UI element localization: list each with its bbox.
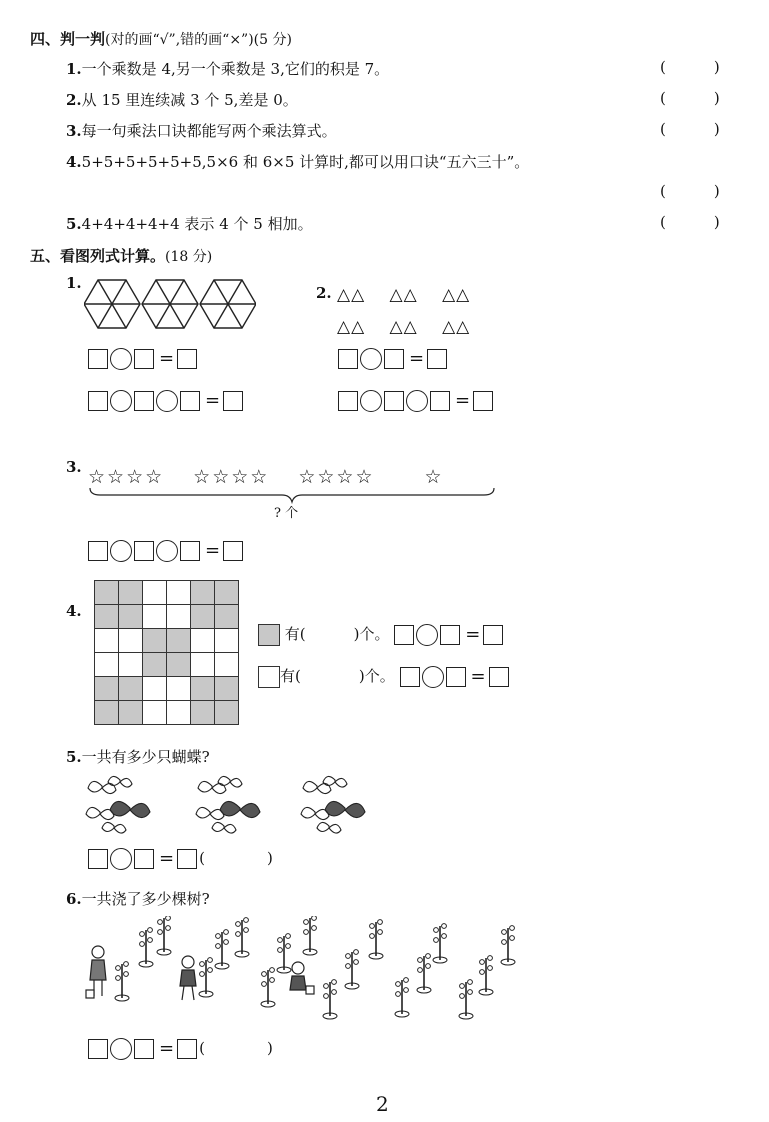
- judge-item-4: [66, 151, 529, 172]
- item-number: 5.: [66, 748, 82, 766]
- tree-icon: [235, 918, 249, 957]
- operator-circle[interactable]: [110, 390, 132, 412]
- label-unit: )个。: [358, 667, 395, 685]
- answer-box[interactable]: [134, 541, 154, 561]
- equals-sign: =: [455, 389, 471, 411]
- triangles-row-2: △△ △△ △△: [337, 317, 471, 337]
- answer-box[interactable]: [180, 391, 200, 411]
- paren-open: (: [660, 89, 666, 107]
- operator-circle[interactable]: [360, 390, 382, 412]
- q4-line-shaded: [258, 622, 505, 646]
- answer-box[interactable]: [489, 667, 509, 687]
- answer-box[interactable]: [134, 391, 154, 411]
- q5-question: [66, 746, 210, 767]
- label-have: 有(: [284, 625, 306, 643]
- q4-line-white: [258, 664, 511, 688]
- answer-box[interactable]: [88, 541, 108, 561]
- tree-icon: [479, 956, 493, 995]
- item-text: 每一句乘法口诀都能写两个乘法算式。: [81, 122, 337, 140]
- q1-number: 1.: [66, 274, 82, 292]
- item-text: 4+4+4+4+4 表示 4 个 5 相加。: [81, 215, 313, 233]
- paren-open: (: [199, 1039, 205, 1057]
- section-5-note: (18 分): [165, 249, 213, 265]
- answer-box[interactable]: [180, 541, 200, 561]
- shaded-square-icon: [258, 624, 280, 646]
- answer-blank-4[interactable]: [660, 182, 720, 200]
- q6-question: [66, 888, 210, 909]
- watering-trees-image: [84, 916, 524, 1026]
- item-text: 一共有多少只蝴蝶?: [81, 748, 210, 766]
- answer-box[interactable]: [400, 667, 420, 687]
- answer-box[interactable]: [223, 541, 243, 561]
- child-2-icon: [180, 956, 196, 1000]
- item-number: 4.: [66, 153, 82, 171]
- tree-icon: [199, 958, 213, 997]
- tree-icon: [139, 928, 153, 967]
- tree-icon: [395, 978, 409, 1017]
- page-number: 2: [376, 1092, 389, 1116]
- q2-equation-2: [338, 388, 495, 412]
- answer-box[interactable]: [134, 849, 154, 869]
- tree-icon: [115, 962, 129, 1001]
- answer-box[interactable]: [177, 849, 197, 869]
- judge-item-5: [66, 213, 313, 234]
- paren-close: ): [266, 1039, 273, 1057]
- equals-sign: =: [159, 1038, 175, 1059]
- tree-icon: [323, 980, 337, 1019]
- tree-icon: [459, 980, 473, 1019]
- item-number: 3.: [66, 122, 82, 140]
- answer-blank-5[interactable]: [660, 213, 720, 231]
- child-1-icon: [86, 946, 106, 998]
- operator-circle[interactable]: [110, 1038, 132, 1060]
- operator-circle[interactable]: [422, 666, 444, 688]
- white-square-icon: [258, 666, 280, 688]
- item-text: 5+5+5+5+5+5,5×6 和 6×5 计算时,都可以用口诀“五六三十”。: [81, 153, 530, 171]
- answer-box[interactable]: [88, 391, 108, 411]
- equals-sign: =: [159, 848, 175, 869]
- section-5-heading: [30, 245, 212, 266]
- paren-open: (: [660, 58, 666, 76]
- item-number: 6.: [66, 890, 82, 908]
- equals-sign: =: [159, 347, 175, 369]
- answer-box[interactable]: [430, 391, 450, 411]
- paren-close: ): [713, 182, 720, 200]
- section-4-note: (对的画“√”,错的画“×”)(5 分): [105, 32, 292, 48]
- answer-box[interactable]: [177, 1039, 197, 1059]
- tree-icon: [261, 968, 275, 1007]
- answer-box[interactable]: [223, 391, 243, 411]
- paren-close: ): [266, 849, 273, 867]
- paren-close: ): [713, 120, 720, 138]
- judge-item-3: [66, 120, 337, 141]
- operator-circle[interactable]: [416, 624, 438, 646]
- shaded-grid: [94, 580, 239, 725]
- tree-icon: [157, 916, 171, 955]
- stars-row: ☆☆☆☆ ☆☆☆☆ ☆☆☆☆ ☆: [88, 466, 444, 488]
- item-number: 1.: [66, 60, 82, 78]
- q2-number: 2.: [316, 284, 332, 302]
- equals-sign: =: [205, 539, 221, 561]
- q1-equation-2: [88, 388, 245, 412]
- equals-sign: =: [409, 347, 425, 369]
- answer-box[interactable]: [427, 349, 447, 369]
- triangles-row-1: △△ △△ △△: [337, 285, 471, 305]
- q5-equation: [88, 846, 273, 870]
- q3-equation: [88, 538, 245, 562]
- section-4-heading: [30, 28, 292, 49]
- butterfly-group-1: [86, 776, 150, 833]
- tree-icon: [277, 934, 291, 973]
- answer-box[interactable]: [177, 349, 197, 369]
- answer-box[interactable]: [384, 391, 404, 411]
- answer-blank-1[interactable]: [660, 58, 720, 76]
- operator-circle[interactable]: [110, 848, 132, 870]
- q6-equation: [88, 1036, 273, 1060]
- answer-box[interactable]: [338, 391, 358, 411]
- answer-box[interactable]: [483, 625, 503, 645]
- paren-open: (: [660, 120, 666, 138]
- operator-circle[interactable]: [110, 540, 132, 562]
- operator-circle[interactable]: [360, 348, 382, 370]
- butterfly-group-2: [196, 776, 260, 833]
- answer-box[interactable]: [88, 849, 108, 869]
- answer-blank-2[interactable]: [660, 89, 720, 107]
- equals-sign: =: [205, 389, 221, 411]
- answer-box[interactable]: [134, 349, 154, 369]
- answer-box[interactable]: [88, 1039, 108, 1059]
- item-number: 2.: [66, 91, 82, 109]
- answer-box[interactable]: [134, 1039, 154, 1059]
- tree-icon: [215, 930, 229, 969]
- hexagon-2-image: [142, 280, 198, 328]
- q4-number: 4.: [66, 602, 82, 620]
- q2-equation-1: [338, 346, 449, 370]
- section-4-title: 四、判一判: [30, 30, 106, 48]
- hexagon-figures: [84, 276, 256, 332]
- section-5-title: 五、看图列式计算。: [30, 247, 166, 265]
- answer-box[interactable]: [384, 349, 404, 369]
- equals-sign: =: [465, 624, 481, 645]
- tree-icon: [303, 916, 317, 955]
- paren-open: (: [199, 849, 205, 867]
- paren-close: ): [713, 89, 720, 107]
- tree-icon: [433, 924, 447, 963]
- answer-box[interactable]: [88, 349, 108, 369]
- tree-icon: [417, 954, 431, 993]
- butterflies-image: [80, 772, 370, 834]
- item-number: 5.: [66, 215, 82, 233]
- judge-item-2: [66, 89, 298, 110]
- hexagon-3-image: [200, 280, 256, 328]
- label-unit: )个。: [353, 625, 390, 643]
- judge-item-1: [66, 58, 389, 79]
- child-3-icon: [290, 962, 314, 994]
- answer-box[interactable]: [338, 349, 358, 369]
- answer-box[interactable]: [473, 391, 493, 411]
- operator-circle[interactable]: [156, 540, 178, 562]
- brace-label: ? 个: [274, 506, 299, 521]
- label-have: 有(: [280, 667, 301, 685]
- operator-circle[interactable]: [156, 390, 178, 412]
- answer-box[interactable]: [394, 625, 414, 645]
- q1-equation-1: [88, 346, 199, 370]
- q3-number: 3.: [66, 458, 82, 476]
- paren-close: ): [713, 58, 720, 76]
- paren-open: (: [660, 213, 666, 231]
- tree-icon: [369, 920, 383, 959]
- answer-box[interactable]: [446, 667, 466, 687]
- item-text: 一共浇了多少棵树?: [81, 890, 210, 908]
- paren-open: (: [660, 182, 666, 200]
- operator-circle[interactable]: [406, 390, 428, 412]
- paren-close: ): [713, 213, 720, 231]
- item-text: 从 15 里连续减 3 个 5,差是 0。: [81, 91, 298, 109]
- hexagon-1-image: [84, 280, 140, 328]
- operator-circle[interactable]: [110, 348, 132, 370]
- answer-box[interactable]: [440, 625, 460, 645]
- item-text: 一个乘数是 4,另一个乘数是 3,它们的积是 7。: [81, 60, 390, 78]
- equals-sign: =: [470, 666, 486, 687]
- tree-icon: [345, 950, 359, 989]
- tree-icon: [501, 926, 515, 965]
- answer-blank-3[interactable]: [660, 120, 720, 138]
- butterfly-group-3: [301, 776, 365, 833]
